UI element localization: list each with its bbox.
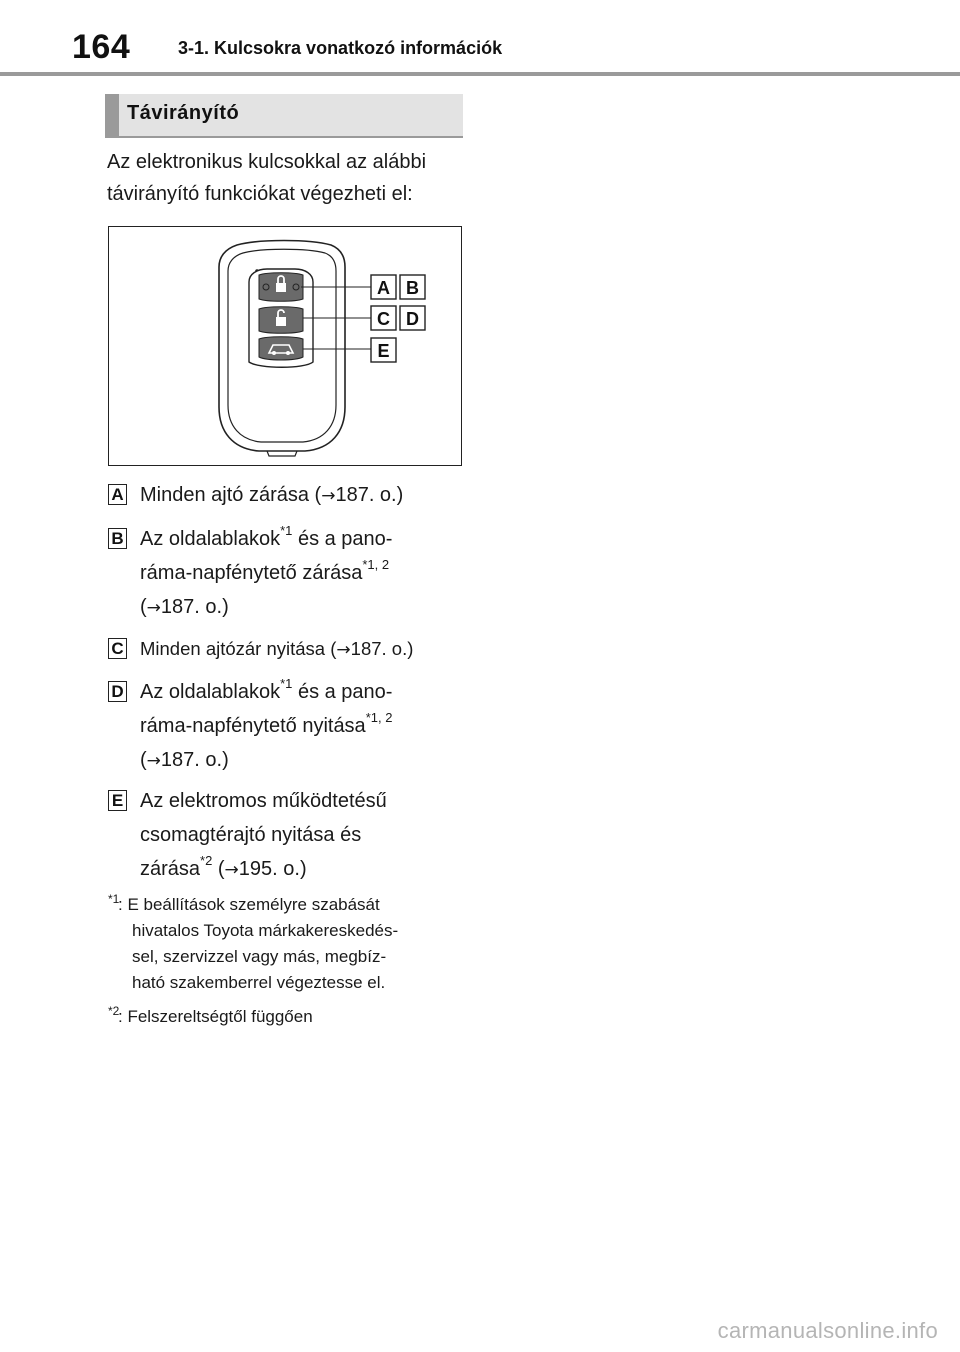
legend-badge-c: C xyxy=(108,638,127,659)
intro-line-1: Az elektronikus kulcsokkal az alábbi xyxy=(107,151,427,173)
footnote-1-line-2: hivatalos Toyota márkakereskedés- xyxy=(132,921,399,940)
tailgate-button xyxy=(259,337,303,360)
footnote-2-mark: *2 xyxy=(108,1004,120,1018)
legend-badge-b: B xyxy=(108,528,127,549)
legend-text-e: Az elektromos működtetésű csomagtérajtó nyitása és zárása$^{*2}$ (→195. o.) xyxy=(140,790,387,880)
footnote-1-line-1: : E beállítások személyre szabását xyxy=(118,895,380,914)
header-divider xyxy=(0,72,960,76)
watermark: carmanualsonline.info xyxy=(717,1318,938,1343)
svg-text:C: C xyxy=(377,309,390,329)
legend-badge-a: A xyxy=(108,484,127,505)
legend-badge-d: D xyxy=(108,681,127,702)
callout-a xyxy=(371,275,396,299)
section-heading xyxy=(105,94,463,138)
section-heading-bar xyxy=(105,94,119,136)
callout-d xyxy=(400,306,425,330)
legend-text-b: Az oldalablakok$^{*1}$ és a pano- ráma-napfénytető zárása$^{*1, 2}$ (→187. o.) xyxy=(140,523,393,618)
legend-badge-e: E xyxy=(108,790,127,811)
unlock-icon xyxy=(276,317,286,326)
svg-text:A: A xyxy=(377,278,390,298)
callout-e xyxy=(371,338,396,362)
intro-paragraph xyxy=(107,146,467,210)
legend-text-a: Minden ajtó zárása (→187. o.) xyxy=(140,484,404,506)
intro-line-2: távirányító funkciókat végezheti el: xyxy=(107,183,413,205)
svg-text:E: E xyxy=(377,341,390,361)
footnote-1-line-4: ható szakemberrel végeztesse el. xyxy=(132,973,386,992)
svg-text:B: B xyxy=(406,278,419,298)
callout-c xyxy=(371,306,396,330)
chapter-title: 3-1. Kulcsokra vonatkozó információk xyxy=(178,38,503,58)
page-number: 164 xyxy=(72,28,131,66)
callout-b xyxy=(400,275,425,299)
key-fob-illustration xyxy=(109,227,463,467)
legend-text-d: Az oldalablakok$^{*1}$ és a pano- ráma-napfénytető nyitása$^{*1, 2}$ (→187. o.) xyxy=(140,676,393,771)
legend-text-c: Minden ajtózár nyitása (→187. o.) xyxy=(140,638,414,660)
key-fob-figure xyxy=(108,226,462,466)
lock-icon xyxy=(276,283,286,292)
footnote-2-line-1: : Felszereltségtől függően xyxy=(118,1007,313,1026)
svg-text:D: D xyxy=(406,309,419,329)
footnote-1-mark: *1 xyxy=(108,892,120,906)
footnote-1-line-3: sel, szervizzel vagy más, megbíz- xyxy=(132,947,387,966)
section-title: Távirányító xyxy=(127,102,240,124)
